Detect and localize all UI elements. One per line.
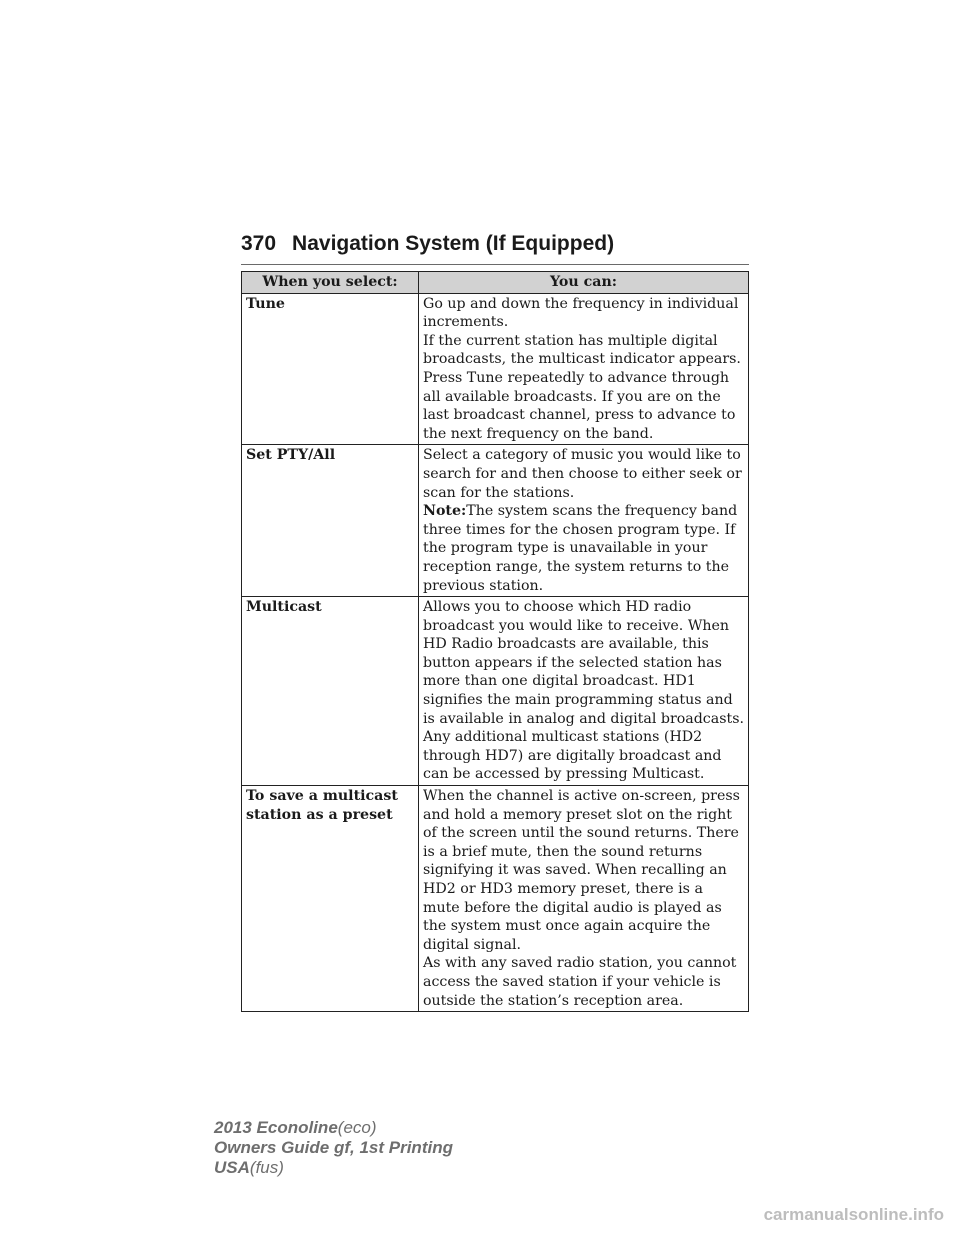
table-row (242, 786, 749, 1012)
description-paragraph: If the current station has multiple digital broadcasts, the multicast indicator appears. Press Tune repeatedly to advance through all available broadcasts. If you are on the last broadcast channel, press to advance to the next frequency on the band. (423, 332, 741, 442)
document-footer (214, 1118, 453, 1178)
row-label-save-multicast-preset: To save a multicast station as a preset (242, 786, 419, 1012)
section-title: Navigation System (If Equipped) (292, 232, 615, 255)
table-row (242, 293, 749, 445)
note-paragraph (423, 502, 744, 595)
row-label-set-pty-all: Set PTY/All (242, 445, 419, 597)
table-row (242, 445, 749, 597)
description-paragraph: As with any saved radio station, you cannot access the saved station if your vehicle is outside the station’s reception area. (423, 955, 737, 1009)
description-paragraph: Allows you to choose which HD radio broadcast you would like to receive. When HD Radio broadcasts are available, this button appears if the selected station has more than one digital broadcast. HD1 signifies the main programming status and is available in analog and digital broadcasts. Any additional multicast stations (HD2 through HD7) are digitally broadcast and can be accessed by pressing Multicast. (423, 599, 744, 783)
page-header (241, 230, 749, 265)
watermark-text: carmanualsonline.info (763, 1205, 944, 1224)
note-text: The system scans the frequency band three times for the chosen program type. If the program type is unavailable in your reception range, the system returns to the previous station. (423, 503, 738, 594)
description-paragraph: Go up and down the frequency in individual increments. (423, 295, 739, 331)
footer-region-code: (fus) (249, 1158, 284, 1177)
table-header-row (242, 272, 749, 294)
column-header-select: When you select: (242, 272, 419, 294)
column-header-can: You can: (419, 272, 749, 294)
row-description (419, 293, 749, 445)
footer-region: USA (214, 1158, 250, 1177)
row-label-tune: Tune (242, 293, 419, 445)
row-label-multicast: Multicast (242, 597, 419, 786)
row-description (419, 597, 749, 786)
description-paragraph: Select a category of music you would like to search for and then choose to either seek or scan for the stations. (423, 447, 742, 501)
footer-line-region (214, 1158, 453, 1178)
row-description (419, 786, 749, 1012)
note-label: Note: (423, 503, 467, 520)
footer-model-code: (eco) (337, 1118, 377, 1137)
table-row (242, 597, 749, 786)
feature-table (241, 271, 749, 1012)
row-description (419, 445, 749, 597)
footer-model-name: 2013 Econoline (214, 1118, 338, 1137)
page-number: 370 (241, 232, 277, 255)
description-paragraph: When the channel is active on-screen, press and hold a memory preset slot on the right of the screen until the sound returns. There is a brief mute, then the sound returns signifying it was saved. When recalling an HD2 or HD3 memory preset, there is a mute before the digital audio is played as the system must once again acquire the digital signal. (423, 788, 740, 953)
footer-line-guide: Owners Guide gf, 1st Printing (214, 1138, 453, 1157)
footer-line-model (214, 1118, 453, 1138)
